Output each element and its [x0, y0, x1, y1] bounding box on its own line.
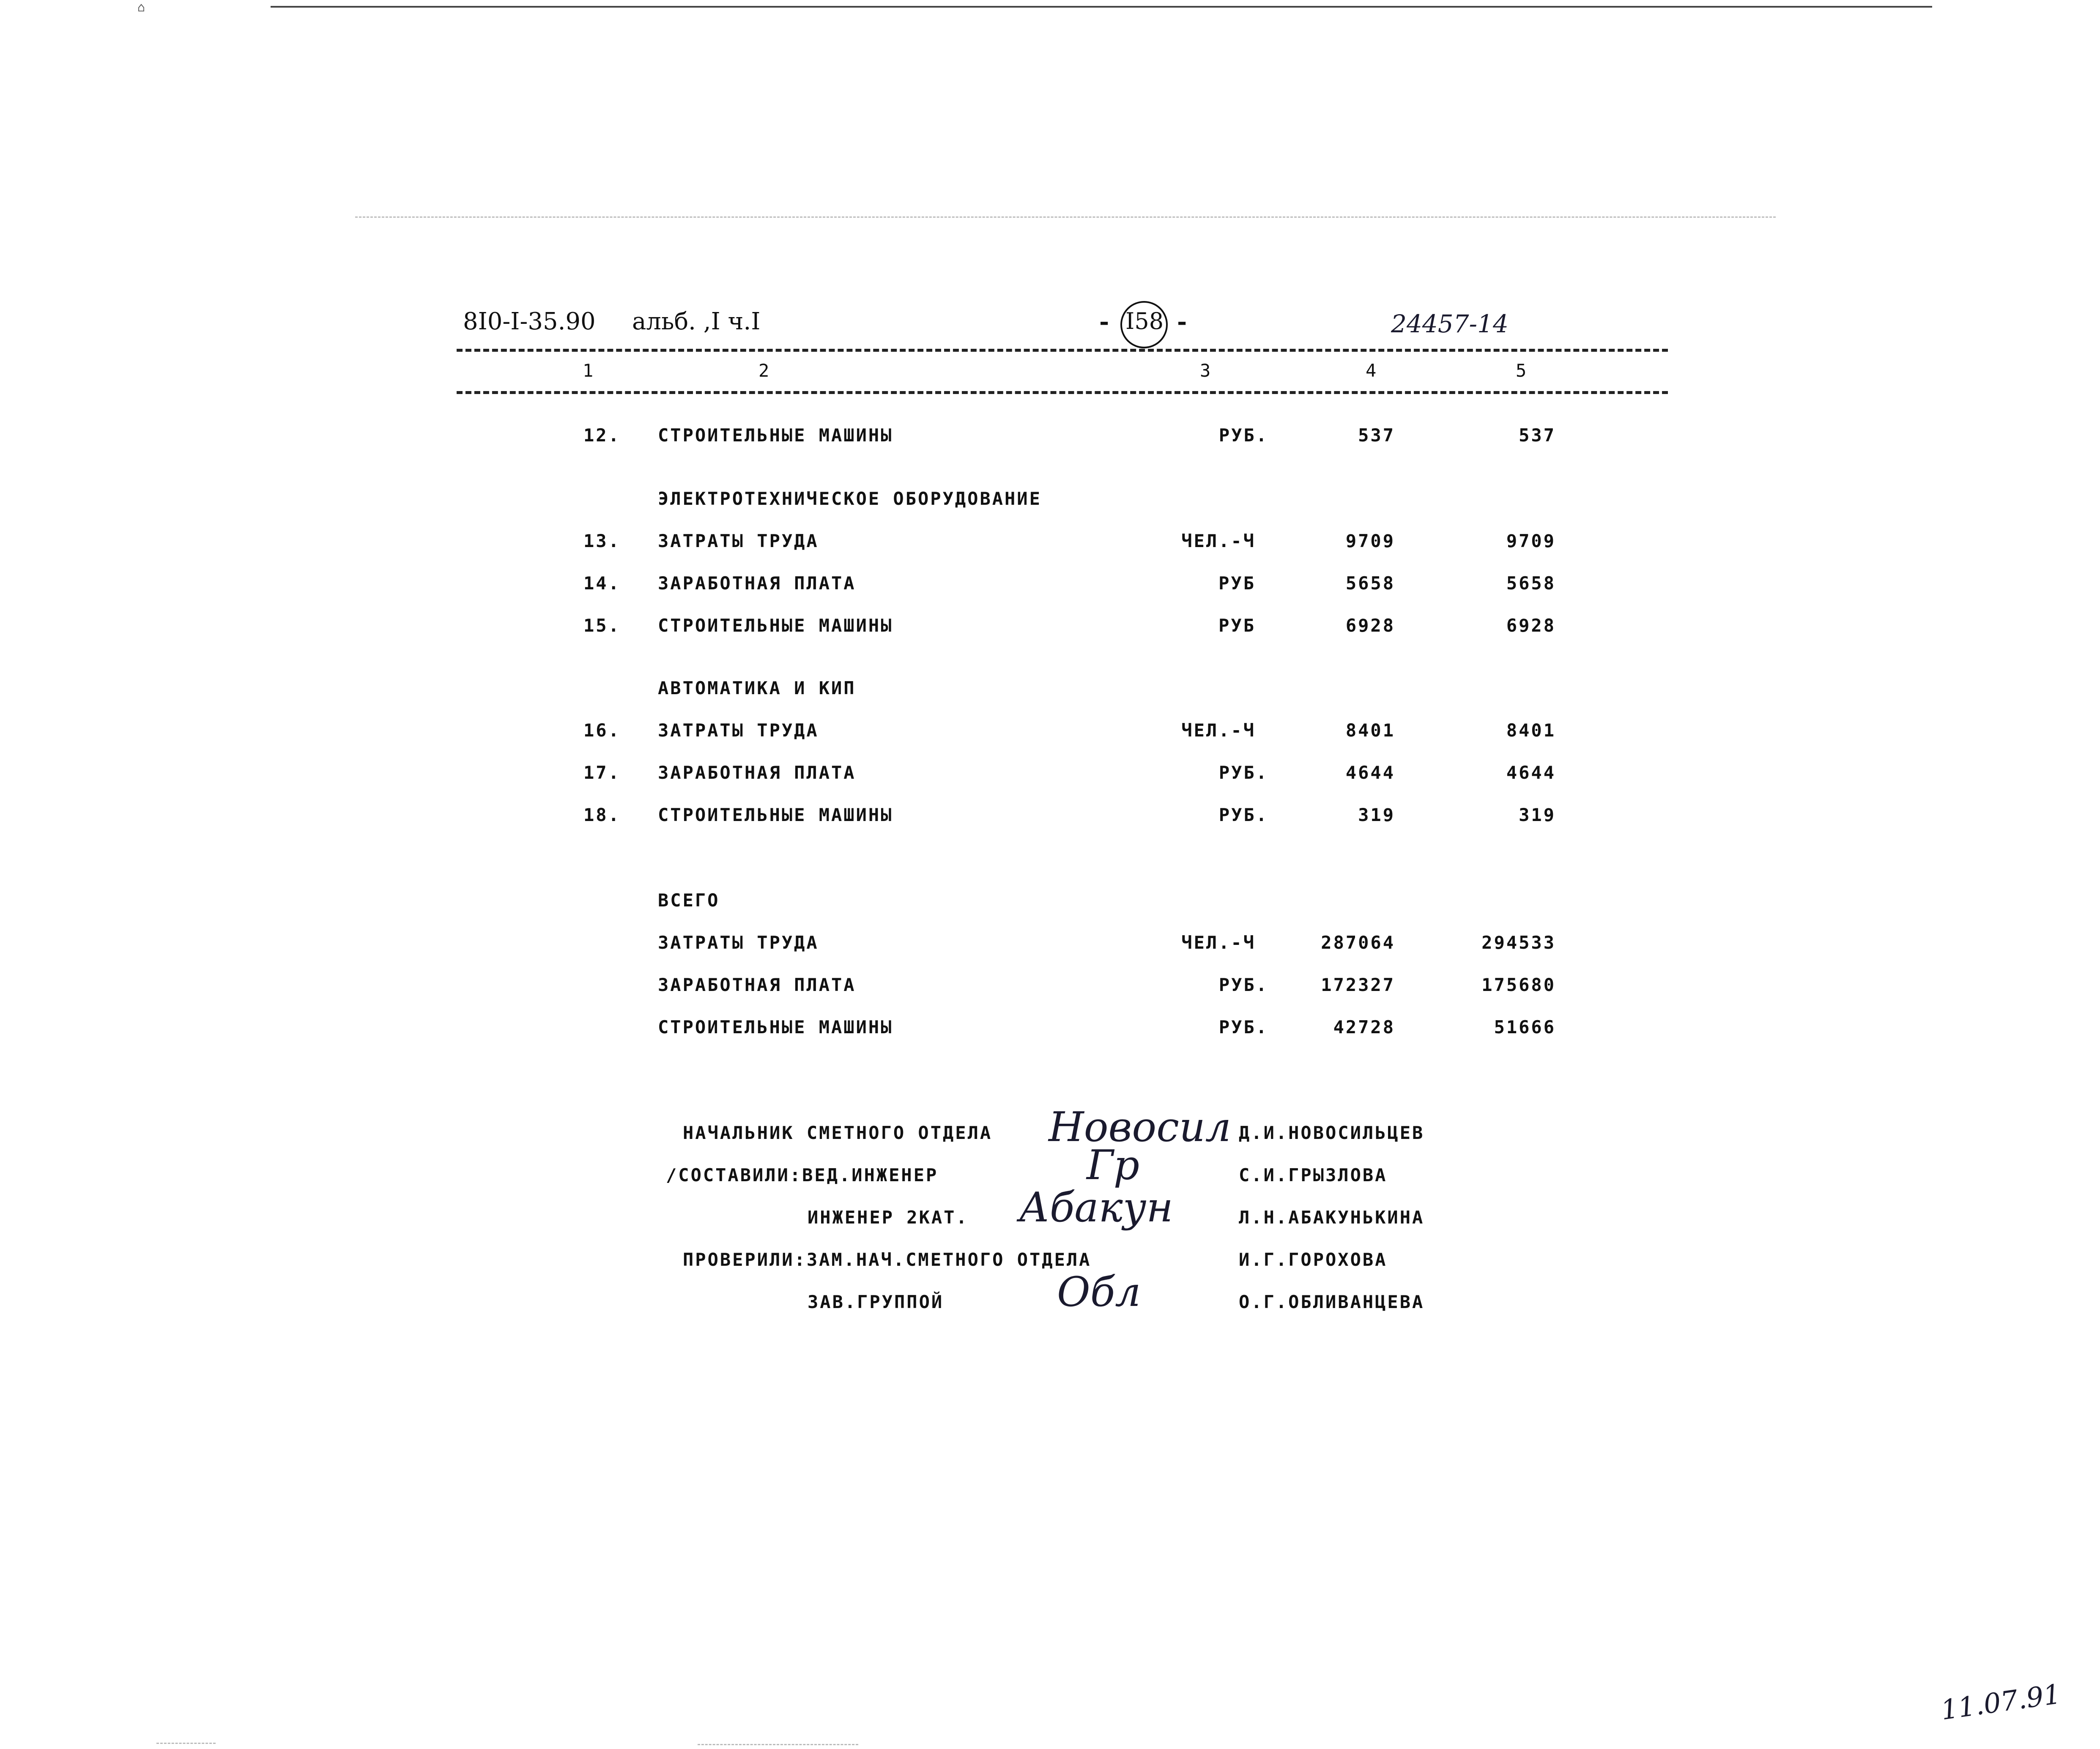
- signature-role: НАЧАЛЬНИК СМЕТНОГО ОТДЕЛА: [683, 1122, 993, 1143]
- page-prefix: -: [1099, 308, 1109, 336]
- row-unit: ЧЕЛ.-Ч: [1181, 720, 1256, 741]
- row-number: 12.: [583, 425, 621, 446]
- row-name: ЗАРАБОТНАЯ ПЛАТА: [658, 974, 856, 995]
- row-unit: РУБ.: [1218, 762, 1268, 783]
- handwritten-number: 24457-14: [1391, 309, 1509, 338]
- section-heading: ВСЕГО: [658, 890, 720, 911]
- row-col4: 6928: [1345, 615, 1395, 636]
- column-header-1: 1: [583, 360, 595, 381]
- row-col4: 8401: [1345, 720, 1395, 741]
- page-number: I58: [1125, 308, 1164, 334]
- row-unit: РУБ.: [1218, 425, 1268, 446]
- scan-specks-line: [355, 216, 1776, 218]
- signature-mark: Обл: [1057, 1268, 1141, 1316]
- signature-name: И.Г.ГОРОХОВА: [1239, 1249, 1388, 1270]
- row-col5: 294533: [1481, 932, 1556, 953]
- column-header-4: 4: [1366, 360, 1378, 381]
- row-number: 18.: [583, 805, 621, 825]
- corner-note: 11.07.91: [1939, 1678, 2063, 1727]
- row-name: СТРОИТЕЛЬНЫЕ МАШИНЫ: [658, 615, 893, 636]
- row-col4: 537: [1358, 425, 1395, 446]
- row-col5: 175680: [1481, 974, 1556, 995]
- signature-role: ПРОВЕРИЛИ:ЗАМ.НАЧ.СМЕТНОГО ОТДЕЛА: [683, 1249, 1092, 1270]
- row-unit: РУБ.: [1218, 805, 1268, 825]
- section-heading: АВТОМАТИКА И КИП: [658, 678, 856, 698]
- table-header-rule: [457, 391, 1668, 394]
- row-col4: 319: [1358, 805, 1395, 825]
- row-col5: 5658: [1506, 573, 1556, 594]
- signature-name: О.Г.ОБЛИВАНЦЕВА: [1239, 1292, 1425, 1312]
- signature-role: /СОСТАВИЛИ:ВЕД.ИНЖЕНЕР: [666, 1165, 939, 1185]
- row-unit: РУБ.: [1218, 1017, 1268, 1037]
- column-header-5: 5: [1516, 360, 1528, 381]
- row-col5: 8401: [1506, 720, 1556, 741]
- page-suffix: -: [1177, 308, 1187, 336]
- row-name: СТРОИТЕЛЬНЫЕ МАШИНЫ: [658, 1017, 893, 1037]
- column-header-3: 3: [1200, 360, 1213, 381]
- signature-name: Л.Н.АБАКУНЬКИНА: [1239, 1207, 1425, 1228]
- row-name: ЗАТРАТЫ ТРУДА: [658, 720, 819, 741]
- row-unit: РУБ: [1218, 615, 1256, 636]
- row-number: 16.: [583, 720, 621, 741]
- row-name: ЗАТРАТЫ ТРУДА: [658, 932, 819, 953]
- row-number: 17.: [583, 762, 621, 783]
- row-name: ЗАТРАТЫ ТРУДА: [658, 531, 819, 551]
- row-col5: 51666: [1494, 1017, 1556, 1037]
- row-unit: ЧЕЛ.-Ч: [1181, 531, 1256, 551]
- signature-role: ИНЖЕНЕР 2КАТ.: [808, 1207, 969, 1228]
- signature-role: ЗАВ.ГРУППОЙ: [808, 1292, 944, 1312]
- signature-mark: Абакун: [1019, 1184, 1173, 1231]
- row-col4: 172327: [1321, 974, 1395, 995]
- signature-mark: Гр: [1087, 1141, 1140, 1189]
- signature-name: Д.И.НОВОСИЛЬЦЕВ: [1239, 1122, 1425, 1143]
- row-col5: 319: [1519, 805, 1556, 825]
- section-heading: ЭЛЕКТРОТЕХНИЧЕСКОЕ ОБОРУДОВАНИЕ: [658, 488, 1042, 509]
- row-number: 14.: [583, 573, 621, 594]
- album-ref: альб. ,I ч.I: [632, 308, 761, 335]
- row-col5: 9709: [1506, 531, 1556, 551]
- scan-specks-bottom: [698, 1744, 858, 1745]
- row-col5: 537: [1519, 425, 1556, 446]
- row-col4: 5658: [1345, 573, 1395, 594]
- row-unit: ЧЕЛ.-Ч: [1181, 932, 1256, 953]
- scan-specks-bottom: [156, 1743, 216, 1744]
- row-unit: РУБ.: [1218, 974, 1268, 995]
- row-col4: 4644: [1345, 762, 1395, 783]
- row-name: СТРОИТЕЛЬНЫЕ МАШИНЫ: [658, 425, 893, 446]
- row-col4: 287064: [1321, 932, 1395, 953]
- row-unit: РУБ: [1218, 573, 1256, 594]
- corner-mark: ⌂: [137, 0, 145, 15]
- row-col4: 42728: [1333, 1017, 1395, 1037]
- doc-code: 8I0-I-35.90: [463, 308, 596, 335]
- signature-mark: Новосил: [1049, 1103, 1231, 1151]
- row-number: 15.: [583, 615, 621, 636]
- signature-name: С.И.ГРЫЗЛОВА: [1239, 1165, 1388, 1185]
- table-top-rule: [457, 349, 1668, 352]
- row-name: СТРОИТЕЛЬНЫЕ МАШИНЫ: [658, 805, 893, 825]
- row-col5: 6928: [1506, 615, 1556, 636]
- row-col4: 9709: [1345, 531, 1395, 551]
- row-number: 13.: [583, 531, 621, 551]
- row-col5: 4644: [1506, 762, 1556, 783]
- row-name: ЗАРАБОТНАЯ ПЛАТА: [658, 762, 856, 783]
- top-border-line: [271, 6, 1932, 8]
- row-name: ЗАРАБОТНАЯ ПЛАТА: [658, 573, 856, 594]
- column-header-2: 2: [758, 360, 771, 381]
